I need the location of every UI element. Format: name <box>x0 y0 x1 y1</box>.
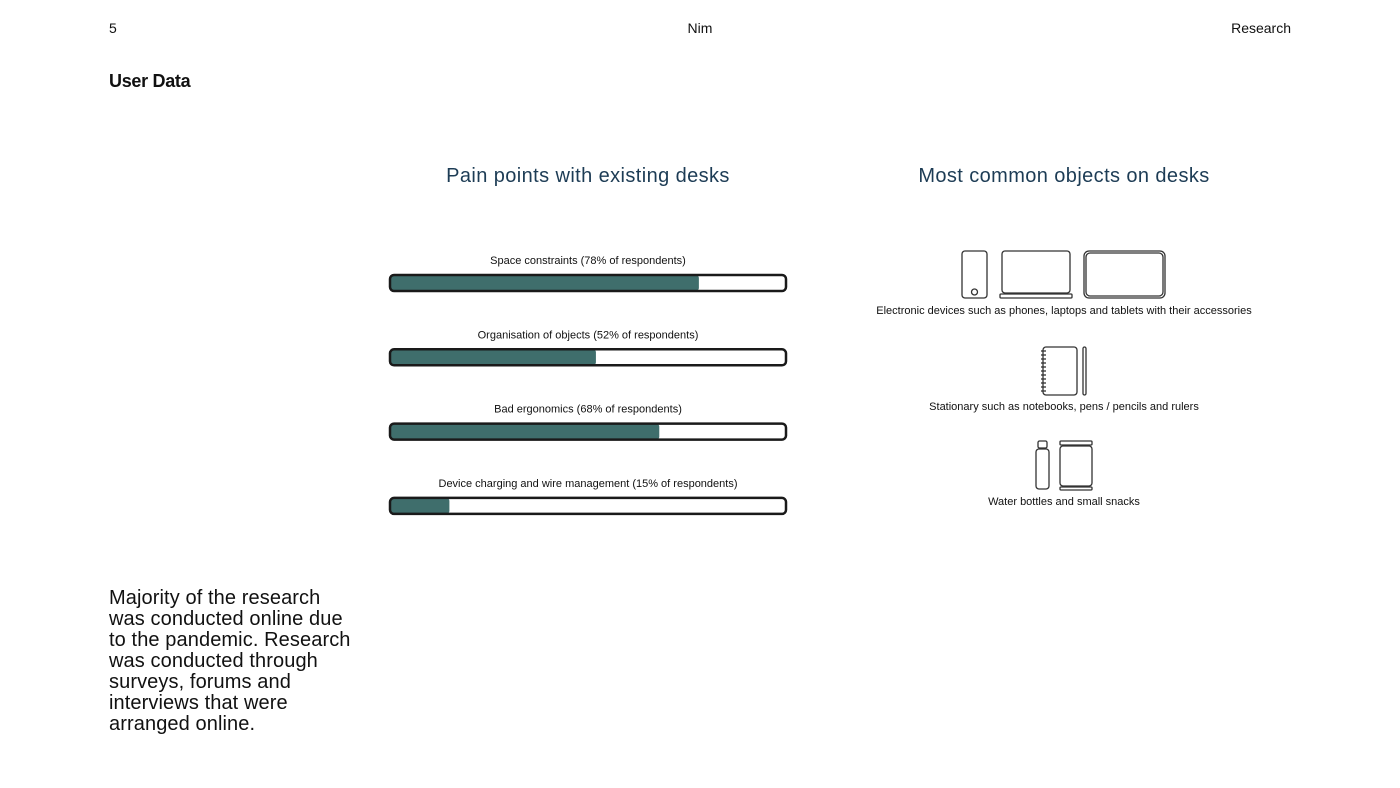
pain-points-bar-chart <box>388 245 788 525</box>
water-bottle-icon <box>1036 441 1049 489</box>
electronics-icons <box>960 249 1168 301</box>
bar-fill <box>390 349 596 365</box>
stationery-icons <box>1038 345 1092 397</box>
pain-points-chart-title: Pain points with existing desks <box>446 165 730 187</box>
bar-fill <box>390 424 659 440</box>
tablet-icon <box>1084 251 1165 298</box>
brand-name: Nim <box>687 20 713 36</box>
page-title: User Data <box>109 71 191 91</box>
pen-icon <box>1083 347 1086 395</box>
object-label-electronics: Electronic devices such as phones, laptops and tablets with their accessories <box>876 305 1252 317</box>
section-label: Research <box>1231 20 1291 36</box>
object-label-bottles: Water bottles and small snacks <box>988 496 1140 508</box>
objects-section-title: Most common objects on desks <box>918 165 1210 187</box>
object-label-stationery: Stationary such as notebooks, pens / pencils and rulers <box>929 401 1199 413</box>
bar-label: Bad ergonomics (68% of respondents) <box>494 403 682 416</box>
notebook-icon <box>1041 347 1077 395</box>
page-number: 5 <box>109 20 117 36</box>
bottles-snacks-icons <box>1034 439 1094 493</box>
research-summary: Majority of the research was conducted online due to the pandemic. Research was conducted through surveys, forums and interviews that were arranged online. <box>109 587 351 735</box>
bar-label: Device charging and wire management (15% of respondents) <box>438 477 738 490</box>
snack-jar-icon <box>1060 441 1092 490</box>
bar-label: Organisation of objects (52% of respondents) <box>477 329 699 342</box>
laptop-icon <box>1000 251 1072 298</box>
bar-label: Space constraints (78% of respondents) <box>490 255 686 267</box>
bar-fill <box>390 498 449 514</box>
bar-fill <box>390 275 699 291</box>
phone-icon <box>962 251 987 298</box>
